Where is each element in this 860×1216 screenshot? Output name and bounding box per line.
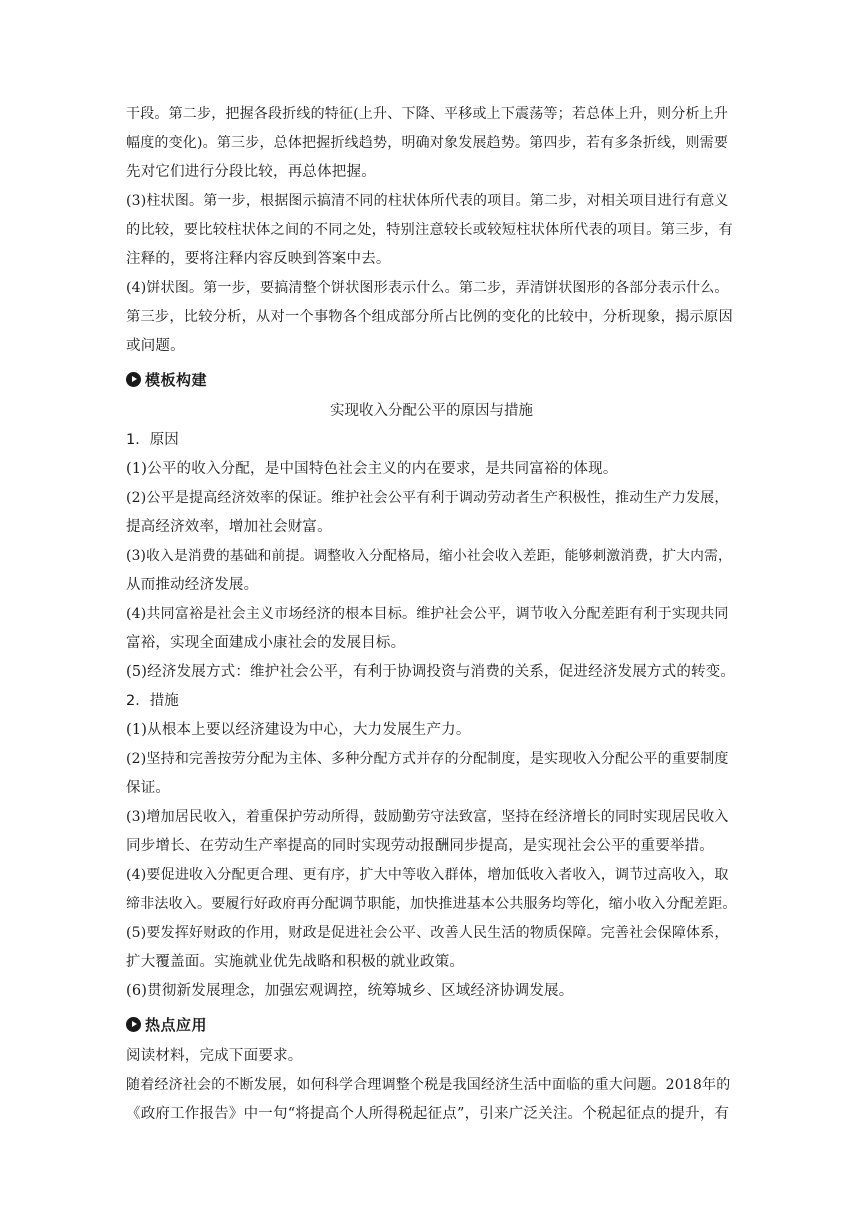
- reason-line: 富裕，实现全面建成小康社会的发展目标。: [126, 635, 406, 651]
- reason-line: (1)公平的收入分配，是中国特色社会主义的内在要求，是共同富裕的体现。: [126, 461, 618, 477]
- measures-list: [126, 716, 737, 1006]
- reason-line: (4)共同富裕是社会主义市场经济的根本目标。维护社会公平，调节收入分配差距有利于实现共同: [126, 606, 729, 622]
- intro-line: (4)饼状图。第一步，要搞清整个饼状图形表示什么。第二步，弄清饼状图形的各部分表示什么。: [126, 280, 729, 296]
- instruction-text: 阅读材料，完成下面要求。: [126, 1048, 303, 1064]
- reason-line: 从而推动经济发展。: [126, 577, 259, 593]
- intro-line: 干段。第二步，把握各段折线的特征(上升、下降、平移或上下震荡等；若总体上升，则分析上升: [126, 106, 729, 122]
- template-title: 实现收入分配公平的原因与措施: [330, 403, 533, 419]
- reason-line: (3)收入是消费的基础和前提。调整收入分配格局，缩小社会收入差距，能够刺激消费，扩大内需，: [126, 548, 732, 564]
- play-circle-icon: [126, 372, 141, 387]
- reason-line: (5)经济发展方式：维护社会公平，有利于协调投资与消费的关系，促进经济发展方式的转变。: [126, 664, 736, 680]
- intro-line: 先对它们进行分段比较，再总体把握。: [126, 164, 376, 180]
- article-line: 《政府工作报告》中一句“将提高个人所得税起征点”，引来广泛关注。个税起征点的提升，有: [126, 1106, 730, 1122]
- reasons-heading: 1．原因: [126, 432, 179, 448]
- measure-line: 缔非法收入。要履行好政府再分配调节职能，加快推进基本公共服务均等化，缩小收入分配差距。: [126, 896, 737, 912]
- measure-line: 扩大覆盖面。实施就业优先战略和积极的就业政策。: [126, 954, 465, 970]
- measures-heading: 2．措施: [126, 693, 179, 709]
- intro-line: 幅度的变化)。第三步，总体把握折线趋势，明确对象发展趋势。第四步，若有多条折线，则需要: [126, 135, 729, 151]
- document-page: [126, 100, 737, 1129]
- intro-line: 注释的，要将注释内容反映到答案中去。: [126, 251, 391, 267]
- intro-line: 第三步，比较分析，从对一个事物各个组成部分所占比例的变化的比较中，分析现象，揭示原因: [126, 309, 733, 325]
- measure-line: (6)贯彻新发展理念，加强宏观调控，统筹城乡、区域经济协调发展。: [126, 983, 574, 999]
- hotspot-section-header: [126, 1008, 737, 1040]
- article-excerpt: [126, 1071, 737, 1129]
- section-heading: 模板构建: [145, 370, 208, 389]
- intro-paragraphs: [126, 100, 737, 361]
- intro-line: (3)柱状图。第一步，根据图示搞清不同的柱状体所代表的项目。第二步，对相关项目进行有意义: [126, 193, 729, 209]
- measure-line: (4)要促进收入分配更合理、更有序，扩大中等收入群体，增加低收入者收入，调节过高收入，取: [126, 867, 729, 883]
- measure-line: (2)坚持和完善按劳分配为主体、多种分配方式并存的分配制度，是实现收入分配公平的重要制度: [126, 751, 729, 767]
- measure-line: 保证。: [126, 780, 171, 796]
- measure-line: (3)增加居民收入，着重保护劳动所得，鼓励勤劳守法致富，坚持在经济增长的同时实现居民收入: [126, 809, 729, 825]
- reasons-list: [126, 455, 737, 687]
- intro-line: 或问题。: [126, 338, 185, 354]
- measure-line: 同步增长、在劳动生产率提高的同时实现劳动报酬同步提高，是实现社会公平的重要举措。: [126, 838, 714, 854]
- measure-line: (5)要发挥好财政的作用，财政是促进社会公平、改善人民生活的物质保障。完善社会保障体系，: [126, 925, 729, 941]
- play-circle-icon: [126, 1017, 141, 1032]
- reason-line: (2)公平是提高经济效率的保证。维护社会公平有利于调动劳动者生产积极性，推动生产力发展，: [126, 490, 729, 506]
- intro-line: 的比较，要比较柱状体之间的不同之处，特别注意较长或较短柱状体所代表的项目。第三步，有: [126, 222, 733, 238]
- measure-line: (1)从根本上要以经济建设为中心，大力发展生产力。: [126, 722, 471, 738]
- reason-line: 提高经济效率，增加社会财富。: [126, 519, 332, 535]
- template-section-header: [126, 363, 737, 395]
- article-line: 随着经济社会的不断发展，如何科学合理调整个税是我国经济生活中面临的重大问题。2018年的: [126, 1077, 731, 1093]
- section-heading: 热点应用: [145, 1015, 208, 1034]
